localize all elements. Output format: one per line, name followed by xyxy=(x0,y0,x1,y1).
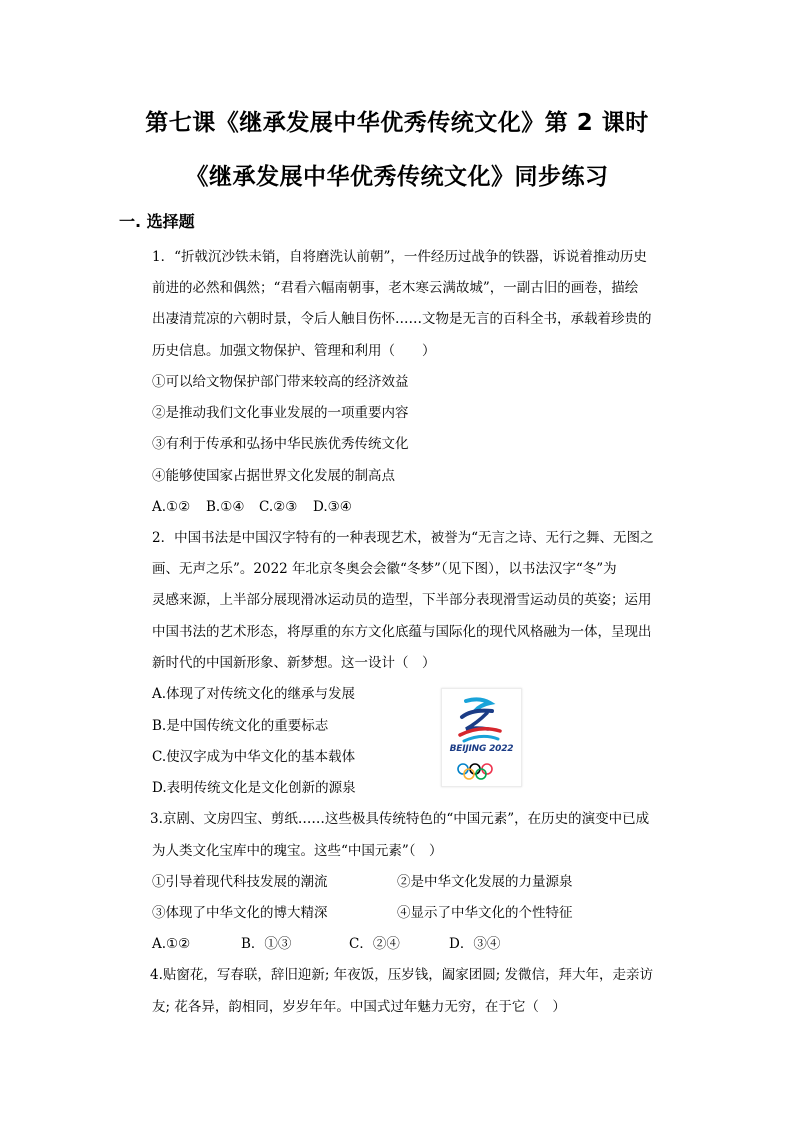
q1-option-b: B.①④ xyxy=(206,499,245,515)
q1-stem-line: 历史信息。加强文物保护、管理和利用（ ） xyxy=(152,343,436,359)
q2-stem-line: 灵感来源，上半部分展现滑冰运动员的造型，下半部分表现滑雪运动员的英姿；运用 xyxy=(152,592,652,608)
q1-option-c: C.②③ xyxy=(259,499,298,515)
q1-statement: ③有利于传承和弘扬中华民族优秀传统文化 xyxy=(152,436,409,452)
q3-stem-line: 3.京剧、文房四宝、剪纸……这些极具传统特色的“中国元素”，在历史的演变中已成 xyxy=(150,811,650,827)
beijing-2022-emblem xyxy=(441,688,522,787)
q3-stem-line: 为人类文化宝库中的瑰宝。这些“中国元素”（ ） xyxy=(152,843,443,859)
q1-option-a: A.①② xyxy=(152,499,191,515)
q2-option-d: D.表明传统文化是文化创新的源泉 xyxy=(152,780,356,796)
q1-stem-line: 1．“折戟沉沙铁未销，自将磨洗认前朝”，一件经历过战争的铁器，诉说着推动历史 xyxy=(152,249,647,265)
document-title-line-2: 《继承发展中华优秀传统文化》同步练习 xyxy=(185,164,609,190)
q1-option-d: D.③④ xyxy=(313,499,352,515)
q3-option-d: D．③④ xyxy=(449,936,501,952)
q2-stem-line: 中国书法的艺术形态，将厚重的东方文化底蕴与国际化的现代风格融为一体，呈现出 xyxy=(152,624,652,640)
q1-stem-line: 出凄清荒凉的六朝时景，令后人触目伤怀……文物是无言的百科全书，承载着珍贵的 xyxy=(152,311,652,327)
q1-statement: ②是推动我们文化事业发展的一项重要内容 xyxy=(152,405,409,421)
q3-statement: ③体现了中华文化的博大精深 xyxy=(152,905,328,921)
q4-stem-line: 4.贴窗花，写春联，辞旧迎新; 年夜饭，压岁钱，阖家团圆; 发微信，拜大年，走亲访 xyxy=(150,967,654,983)
q3-option-a: A.①② xyxy=(152,936,191,952)
q1-statement: ①可以给文物保护部门带来较高的经济效益 xyxy=(152,374,409,390)
q3-option-c: C．②④ xyxy=(349,936,400,952)
q3-option-b: B．①③ xyxy=(241,936,292,952)
emblem-wordmark: BEIJING 2022 xyxy=(449,744,514,754)
q3-statement: ②是中华文化发展的力量源泉 xyxy=(397,874,573,890)
q4-stem-line: 友; 花各异，韵相同，岁岁年年。中国式过年魅力无穷，在于它（ ） xyxy=(152,999,566,1015)
q3-statement: ①引导着现代科技发展的潮流 xyxy=(152,874,328,890)
q2-stem-line: 2．中国书法是中国汉字特有的一种表现艺术，被誉为“无言之诗、无行之舞、无图之 xyxy=(152,530,654,546)
section-heading: 一. 选择题 xyxy=(119,212,195,231)
q2-option-c: C.使汉字成为中华文化的基本载体 xyxy=(152,749,356,765)
q2-stem-line: 新时代的中国新形象、新梦想。这一设计（ ） xyxy=(152,655,436,671)
q1-statement: ④能够使国家占据世界文化发展的制高点 xyxy=(152,468,395,484)
q2-option-b: B.是中国传统文化的重要标志 xyxy=(152,718,329,734)
q3-statement: ④显示了中华文化的个性特征 xyxy=(397,905,573,921)
document-title-line-1: 第七课《继承发展中华优秀传统文化》第 2 课时 xyxy=(145,110,649,136)
q2-stem-line: 画、无声之乐”。2022 年北京冬奥会会徽“冬梦”（见下图），以书法汉字“冬”为 xyxy=(152,561,617,577)
q2-option-a: A.体现了对传统文化的继承与发展 xyxy=(152,686,356,702)
emblem-graphic-icon xyxy=(442,689,521,786)
q1-stem-line: 前进的必然和偶然；“君看六幅南朝事，老木寒云满故城”，一副古旧的画卷，描绘 xyxy=(152,280,639,296)
